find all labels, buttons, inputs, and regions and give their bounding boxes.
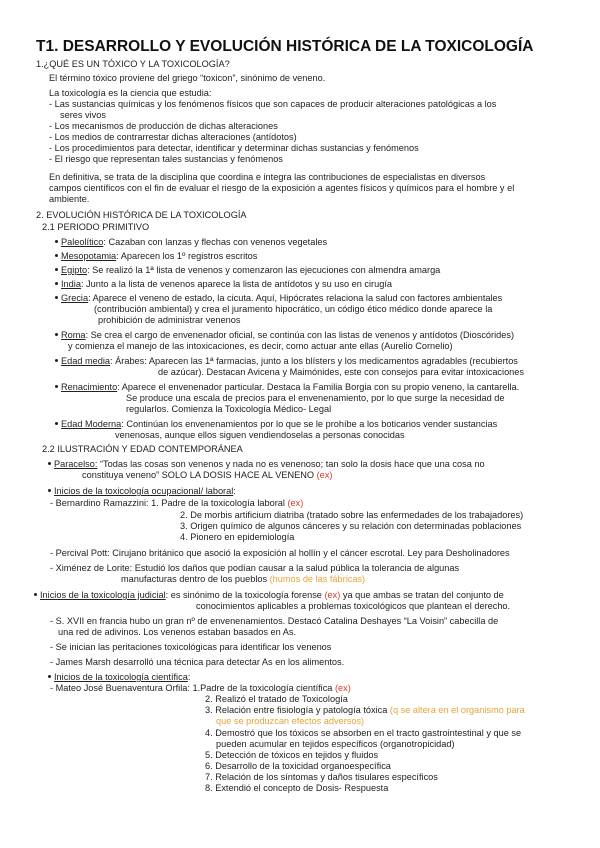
- bullet-icon: [48, 489, 51, 492]
- list-item-cont: una red de adivinos. Los venenos estaban basados en As.: [58, 627, 297, 637]
- list-item: India: Junto a la lista de venenos aparece la lista de antídotos y su uso en cirugía: [55, 279, 392, 290]
- note: que se produzcan efectos adversos): [216, 716, 365, 726]
- list-item: Paracelso: “Todas las cosas son venenos y nada no es venenoso; tan solo la dosis hace que una cosa no: [48, 459, 485, 470]
- list-item-cont: conocimientos aplicables a problemas toxicológicos que plantean el derecho.: [196, 601, 511, 611]
- list-item: Egipto: Se realizó la 1ª lista de venenos y comenzaron las ejecuciones con almendra amarga: [55, 265, 440, 276]
- paragraph: ambiente.: [49, 194, 90, 204]
- section-2-heading: 2. EVOLUCIÓN HISTÓRICA DE LA TOXICOLOGÍA: [36, 210, 247, 220]
- list-item: Grecia: Aparece el veneno de estado, la cicuta. Aquí, Hipócrates relaciona la salud con factores ambientales: [55, 293, 502, 304]
- ex-tag: (ex): [334, 683, 351, 693]
- list-item-cont: pueden acumular en tejidos específicos (organotropicidad): [216, 739, 455, 749]
- ex-tag: (ex): [324, 590, 341, 600]
- section-1-heading: 1.¿QUÉ ES UN TÓXICO Y LA TOXICOLOGÍA?: [36, 59, 230, 69]
- bullet-icon: [55, 268, 58, 271]
- note: (humos de las fábricas): [269, 574, 366, 584]
- list-item-cont: prohibición de administrar venenos: [98, 315, 241, 325]
- bullet-icon: [34, 593, 37, 596]
- list-item-cont: manufacturas dentro de los pueblos (humos de las fábricas): [121, 574, 366, 584]
- paragraph: El término tóxico proviene del griego “toxicon”, sinónimo de veneno.: [49, 73, 326, 83]
- bullet-icon: [48, 462, 51, 465]
- list-item: Inicios de la toxicología judicial: es sinónimo de la toxicología forense (ex) ya que ambas se tratan del conjunto de: [34, 590, 504, 601]
- bullet-icon: [55, 422, 58, 425]
- list-item: Inicios de la toxicología ocupacional/ laboral:: [48, 486, 236, 497]
- note: (q se altera en el organismo para: [389, 705, 525, 715]
- list-item: - Las sustancias químicas y los fenómenos físicos que son capaces de producir alteraciones patológicas a los: [49, 99, 497, 109]
- bullet-icon: [55, 385, 58, 388]
- list-item: Inicios de la toxicología científica:: [48, 672, 190, 683]
- list-item-cont: Se produce una escala de precios para el envenenamiento, por lo que surge la necesidad de: [126, 393, 505, 403]
- list-item: - Los medios de contrarrestar dichas alteraciones (antídotos): [49, 132, 297, 142]
- list-item: 4. Demostró que los tóxicos se absorben en el tracto gastrointestinal y que se: [205, 728, 522, 738]
- list-item: 8. Extendió el concepto de Dosis- Respuesta: [205, 783, 389, 793]
- list-item: Paleolítico: Cazaban con lanzas y flechas con venenos vegetales: [55, 237, 327, 248]
- list-item: - Mateo José Buenaventura Orfila: 1.Padre de la toxicología científica (ex): [50, 683, 351, 693]
- list-item: - Se inician las peritaciones toxicológicas para identificar los venenos: [50, 642, 332, 652]
- list-item-cont: de azúcar). Destacan Avicena y Maimónides, este con consejos para evitar intoxicaciones: [158, 367, 524, 377]
- bullet-icon: [55, 240, 58, 243]
- list-item-cont: y comienza el manejo de las intoxicaciones, es decir, como actuar ante ellas (Aurelio Cornelio): [68, 341, 453, 351]
- page-title: T1. DESARROLLO Y EVOLUCIÓN HISTÓRICA DE LA TOXICOLOGÍA: [36, 38, 534, 55]
- list-item: Renacimiento: Aparece el envenenador particular. Destaca la Familia Borgia con su propio veneno, la cantarella.: [55, 382, 519, 393]
- subsection-heading: 2.2 ILUSTRACIÓN Y EDAD CONTEMPORÁNEA: [42, 444, 243, 454]
- bullet-icon: [48, 675, 51, 678]
- ex-tag: (ex): [316, 470, 333, 480]
- list-item: 7. Relación de los síntomas y daños tisulares específicos: [205, 772, 438, 782]
- list-item: - El riesgo que representan tales sustancias y fenómenos: [49, 154, 283, 164]
- bullet-icon: [55, 254, 58, 257]
- list-item-cont: regularlos. Comienza la Toxicología Médico- Legal: [126, 404, 332, 414]
- paragraph: campos científicos con el fin de evaluar el riesgo de la exposición a agentes físicos y químicos para el hombre y el: [49, 183, 515, 193]
- subsection-heading: 2.1 PERIODO PRIMITIVO: [42, 222, 150, 232]
- list-item: - S. XVII en francia hubo un gran nº de envenenamientos. Destacó Catalina Deshayes “La Voisin” cabecilla de: [50, 616, 499, 626]
- paragraph: En definitiva, se trata de la disciplina que coordina e integra las contribuciones de especialistas en diversos: [49, 172, 486, 182]
- list-item: 4. Pionero en epidemiología: [180, 532, 295, 542]
- list-item: 5. Detección de tóxicos en tejidos y fluidos: [205, 750, 379, 760]
- list-item: 2. De morbis artificium diatriba (tratado sobre las enfermedades de los trabajadores): [180, 510, 524, 520]
- list-item: - Los mecanismos de producción de dichas alteraciones: [49, 121, 278, 131]
- list-item: 3. Relación entre fisiología y patología tóxica (q se altera en el organismo para: [205, 705, 525, 715]
- list-item: Roma: Se crea el cargo de envenenador oficial, se continúa con las listas de venenos y antídotos (Dioscórides): [55, 330, 514, 341]
- list-item: Edad media: Árabes: Aparecen las 1ª farmacias, junto a los blísters y los medicamentos agradables (recubiertos: [55, 356, 518, 367]
- bullet-icon: [55, 333, 58, 336]
- ex-tag: (ex): [287, 498, 304, 508]
- list-item: - James Marsh desarrolló una técnica para detectar As en los alimentos.: [50, 657, 345, 667]
- bullet-icon: [55, 296, 58, 299]
- list-item: 3. Origen químico de algunos cánceres y su relación con determinadas poblaciones: [180, 521, 522, 531]
- list-item-cont: (contribución ambiental) y crea el juramento hipocrático, un código ético médico donde aparece la: [94, 304, 493, 314]
- list-item: 2. Realizó el tratado de Toxicología: [205, 694, 348, 704]
- list-item: - Bernardino Ramazzini: 1. Padre de la toxicología laboral (ex): [50, 498, 304, 508]
- paragraph: La toxicología es la ciencia que estudia:: [49, 88, 212, 98]
- list-item: Mesopotamia: Aparecen los 1º registros escritos: [55, 251, 257, 262]
- list-item: - Los procedimientos para detectar, identificar y determinar dichas sustancias y fenómenos: [49, 143, 419, 153]
- list-item: seres vivos: [60, 110, 106, 120]
- list-item: Edad Moderna: Continúan los envenenamientos por lo que se le prohíbe a los boticarios vender sustancias: [55, 419, 497, 430]
- bullet-icon: [55, 282, 58, 285]
- list-item: - Ximénez de Lorite: Estudió los daños que podían causar a la salud pública la tolerancia de algunas: [50, 563, 460, 573]
- list-item: 6. Desarrollo de la toxicidad organoespecífica: [205, 761, 391, 771]
- list-item-cont: constituya veneno” SOLO LA DOSIS HACE AL VENENO (ex): [82, 470, 333, 480]
- bullet-icon: [55, 359, 58, 362]
- list-item-cont: venenosas, aunque ellos siguen vendiendoselas a personas conocidas: [115, 430, 405, 440]
- list-item: - Percival Pott: Cirujano británico que asoció la exposición al hollín y el cáncer escrotal. Ley para Desholinadores: [50, 548, 510, 558]
